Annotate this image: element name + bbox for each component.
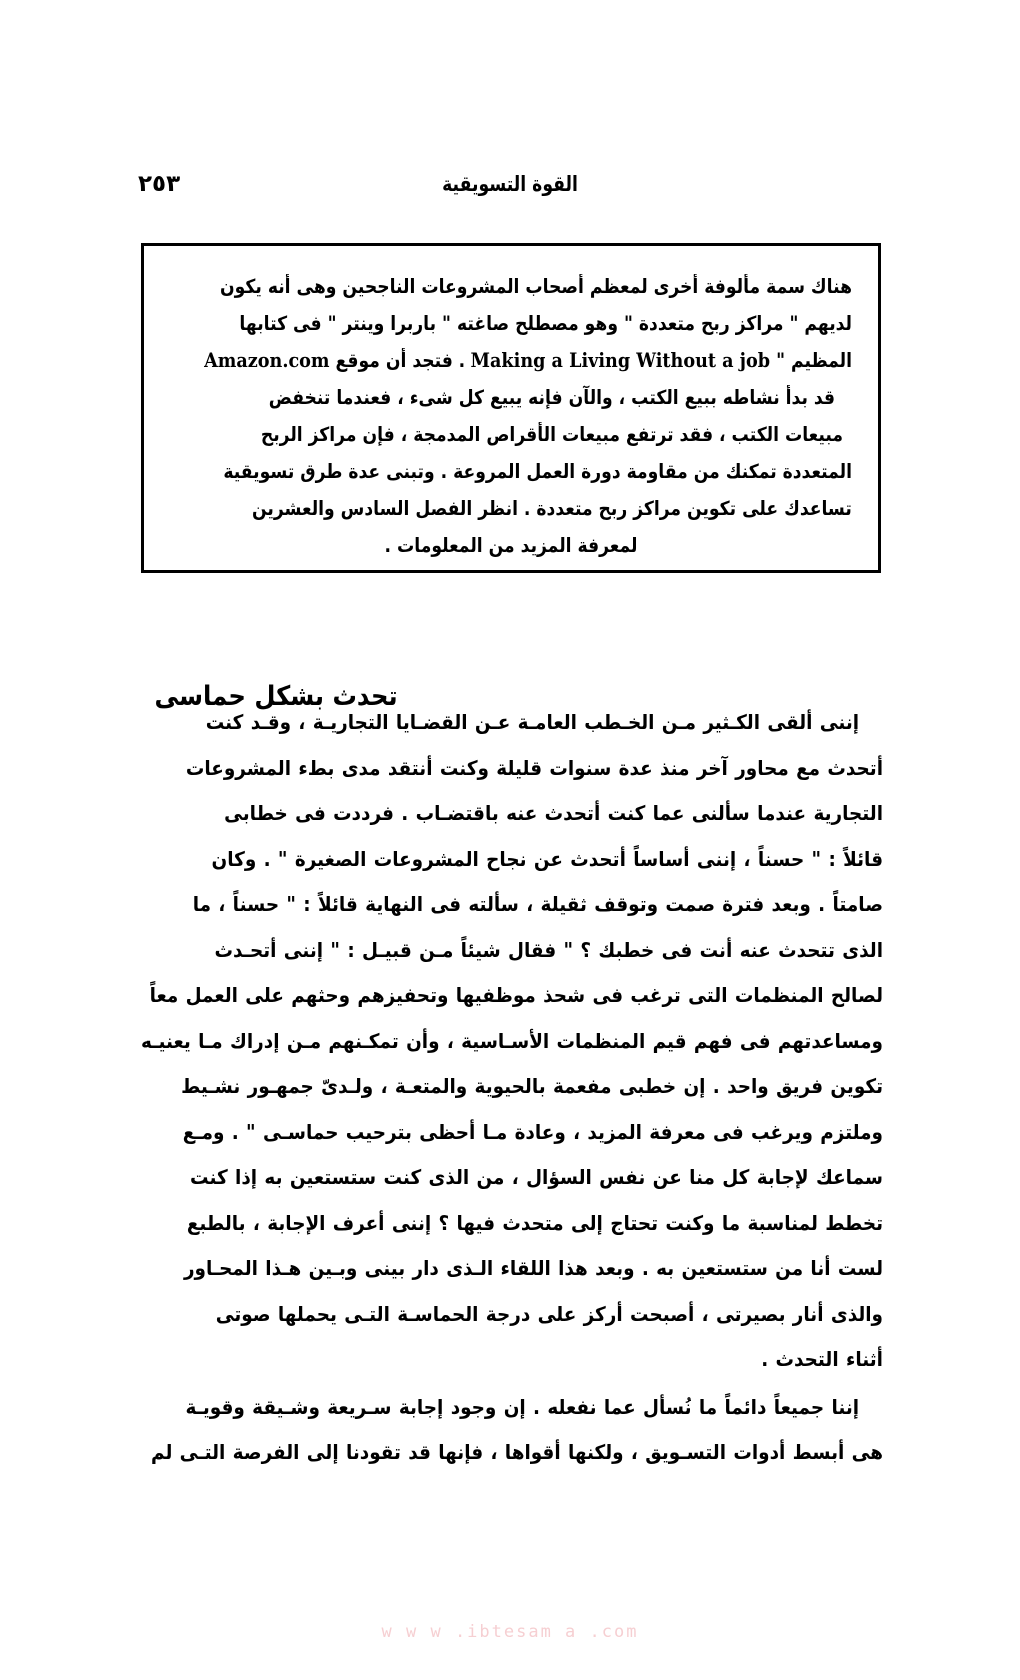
- text-line: أتحدث مع محاور آخر منذ عدة سنوات قليلة وكنت أنتقد مدى بطء المشروعات: [185, 755, 883, 780]
- text-line: لست أنا من ستستعين به . وبعد هذا اللقاء الـذى دار بينى وبـين هـذا المحـاور: [183, 1256, 883, 1280]
- text-line: أثناء التحدث .: [761, 1347, 883, 1371]
- callout-line: مبيعات الكتب ، فقد ترتفع مبيعات الأقراص المدمجة ، فإن مراكز الربح: [260, 423, 843, 446]
- text-line: ومساعدتهم فى فهم قيم المنظمات الأسـاسية ، وأن تمكـنهم مـن إدراك مـا يعنيـه: [141, 1028, 883, 1053]
- callout-box: [141, 243, 881, 573]
- text-line: التجارية عندما سألنى عما كنت أتحدث عنه باقتضـاب . فرددت فى خطابى: [224, 801, 883, 825]
- callout-line: لمعرفة المزيد من المعلومات .: [384, 534, 638, 557]
- text-line: قائلاً : " حسناً ، إننى أساساً أتحدث عن نجاح المشروعات الصغيرة " . وكان: [211, 846, 883, 871]
- website-name-latin: Amazon.com: [204, 348, 330, 372]
- text-line: وملتزم ويرغب فى معرفة المزيد ، وعادة مـا أحظى بترحيب حماسـى " . ومـع: [182, 1119, 883, 1144]
- callout-line: قد بدأ نشاطه ببيع الكتب ، والآن فإنه يبيع كل شىء ، فعندما تنخفض: [268, 386, 836, 409]
- callout-arabic-fragment: المظيم ": [776, 349, 852, 372]
- body-text: [141, 700, 883, 1476]
- text-line: تكوين فريق واحد . إن خطبى مفعمة بالحيوية والمتعـة ، ولـدىّ جمهـور نشـيط: [181, 1074, 883, 1098]
- section-heading-text: تحدث بشكل حماسى: [154, 681, 398, 713]
- watermark: w w w .ibtesam a .com: [381, 1622, 639, 1642]
- callout-box-text: [144, 246, 878, 580]
- text-line: هى أبسط أدوات التسـويق ، ولكنها أقواها ، فإنها قد تقودنا إلى الفرصة التـى لم: [151, 1440, 883, 1464]
- text-line: [200, 700, 883, 746]
- text-line: صامتاً . وبعد فترة صمت وتوقف ثقيلة ، سألته فى النهاية قائلاً : " حسناً ، ما: [192, 892, 883, 916]
- callout-line: المتعددة تمكنك من مقاومة دورة العمل المروعة . وتبنى عدة طرق تسويقية: [223, 460, 852, 483]
- line-text: إننا جميعاً دائماً ما نُسأل عما نفعله . إن وجود إجابة سـريعة وشـيقة وقويـة: [185, 1394, 860, 1419]
- text-line: والذى أنار بصيرتى ، أصبحت أركز على درجة الحماسـة التـى يحملها صوتى: [215, 1301, 883, 1326]
- running-head: [138, 168, 882, 202]
- text-line: الذى تتحدث عنه أنت فى خطبك ؟ " فقال شيئاً مـن قبيـل : " إننى أتحـدث: [214, 937, 883, 962]
- callout-line: تساعدك على تكوين مراكز ربح متعددة . انظر الفصل السادس والعشرين: [251, 497, 852, 520]
- callout-line: هناك سمة مألوفة أخرى لمعظم أصحاب المشروعات الناجحين وهى أنه يكون: [220, 275, 852, 298]
- page-number: ٢٥٣: [138, 171, 181, 197]
- callout-arabic-fragment: . فتجد أن موقع: [335, 349, 465, 372]
- book-title-latin: Making a Living Without a job: [470, 348, 771, 372]
- running-title: القوة التسويقية: [442, 172, 578, 196]
- text-line: سماعك لإجابة كل منا عن نفس السؤال ، من الذى كنت ستستعين به إذا كنت: [190, 1165, 884, 1189]
- paragraph: [141, 1385, 883, 1476]
- callout-line-mixed: [204, 342, 852, 379]
- text-line: لصالح المنظمات التى ترغب فى شحذ موظفيها وتحفيزهم وحثهم على العمل معاً: [149, 983, 883, 1007]
- text-line: تخطط لمناسبة ما وكنت تحتاج إلى متحدث فيها ؟ إننى أعرف الإجابة ، بالطبع: [186, 1210, 884, 1235]
- callout-line: لديهم " مراكز ربح متعددة " وهو مصطلح صاغته " باربرا وينتر " فى كتابها: [239, 312, 852, 335]
- line-text: إننى ألقى الكـثير مـن الخـطب العامـة عـن القضـايا التجاريـة ، وقـد كنت: [205, 710, 860, 734]
- paragraph: [141, 700, 883, 1383]
- text-line: [185, 1385, 883, 1431]
